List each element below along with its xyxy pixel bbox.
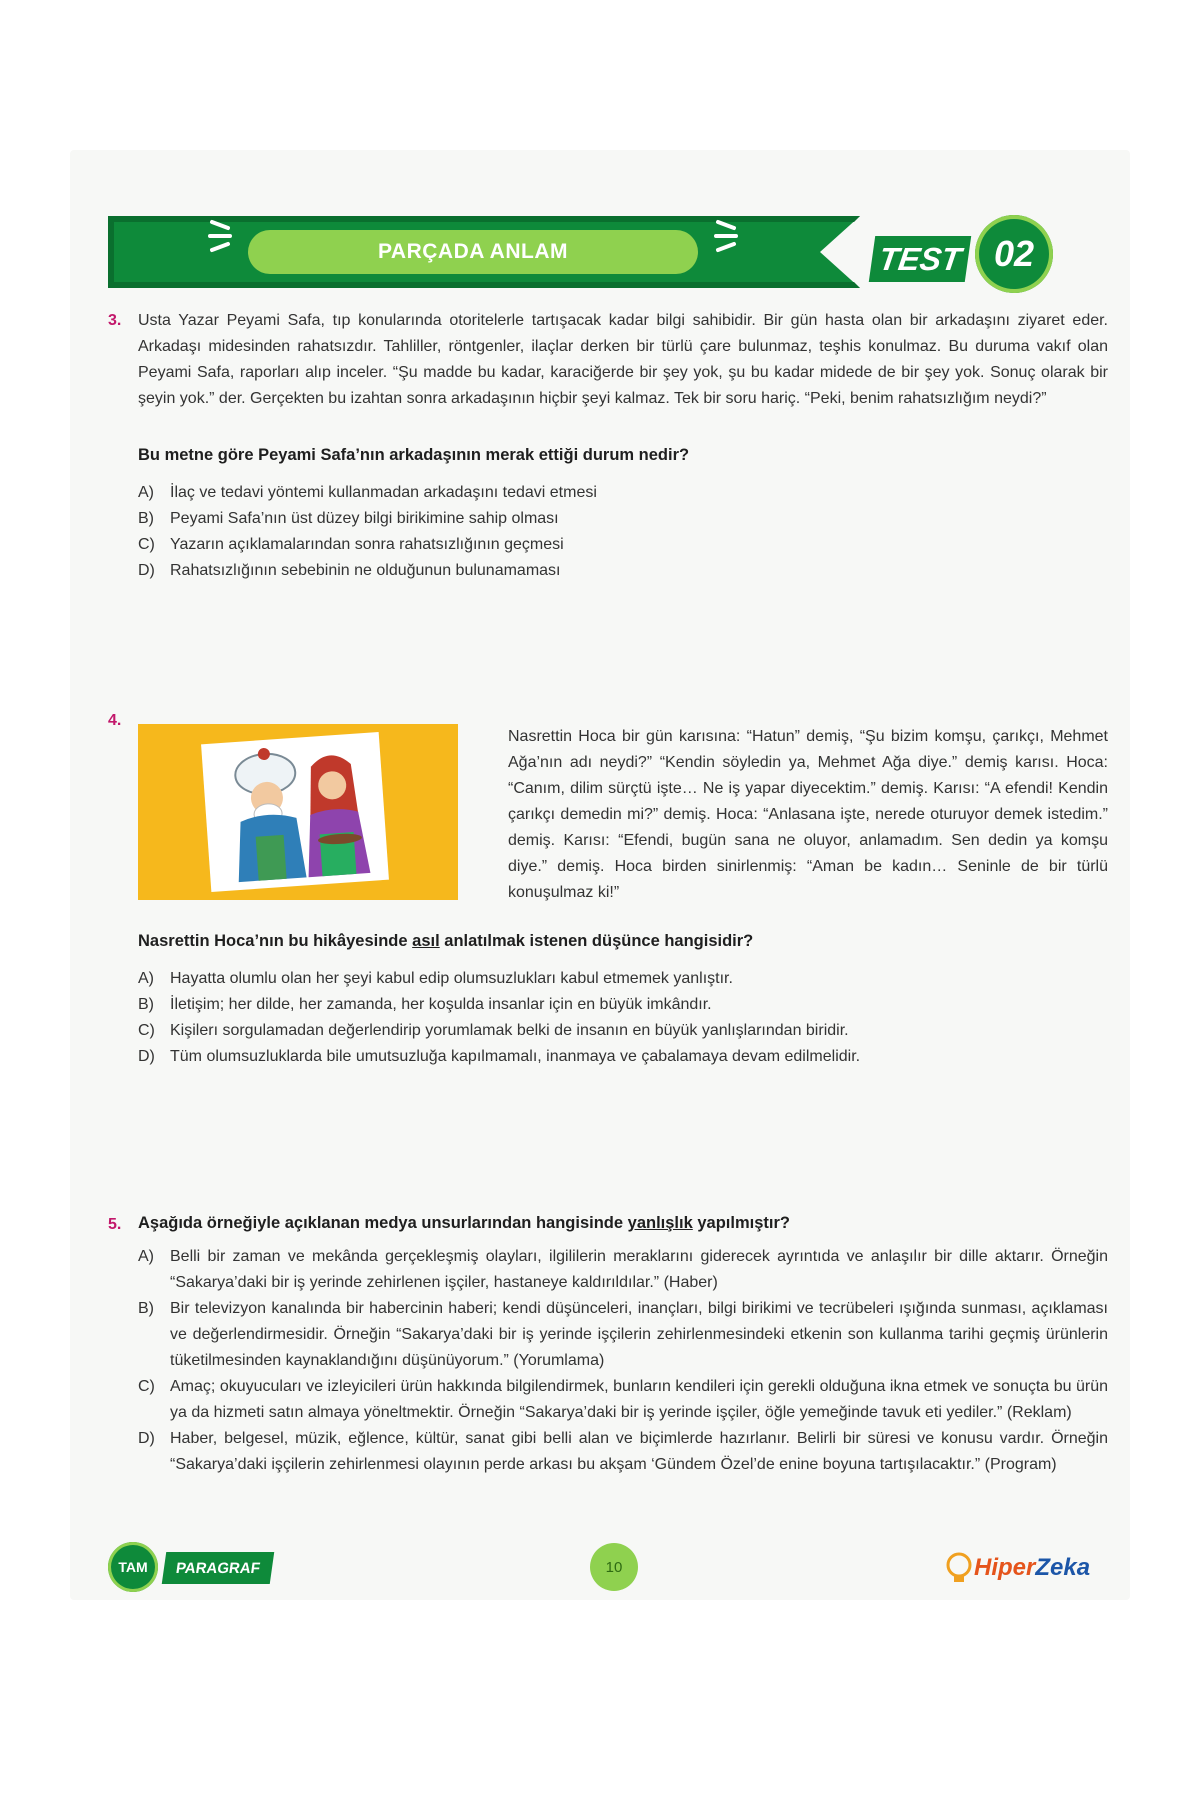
question-4-prompt [138, 932, 1108, 951]
prompt-part: anlatılmak istenen düşünce hangisidir? [439, 932, 754, 950]
option-text: Belli bir zaman ve mekânda gerçekleşmiş olayları, ilgililerin meraklarını giderecek ayrıntıda ve anlaşılır bir dille aktarır. Örneğin “Sakarya’daki bir iş yerinde zehirlenen işçiler, hastaneye kaldırıldılar.” (Haber) [170, 1248, 1108, 1291]
question-5-number: 5. [108, 1216, 122, 1233]
option-letter: A) [138, 484, 154, 501]
option-text: Hayatta olumlu olan her şeyi kabul edip olumsuzlukları kabul etmemek yanlıştır. [170, 970, 733, 987]
hodja-and-wife-cartoon-icon [201, 732, 389, 892]
option-letter: C) [138, 1378, 155, 1395]
option-text: İletişim; her dilde, her zamanda, her koşulda insanlar için en büyük imkândır. [170, 996, 712, 1013]
test-label: TEST [869, 236, 971, 282]
nasreddin-hodja-illustration [138, 724, 458, 900]
option-b[interactable] [138, 1296, 1108, 1374]
prompt-part: Nasrettin Hoca’nın bu hikâyesinde [138, 932, 413, 950]
option-letter: C) [138, 1022, 155, 1039]
question-4-paragraph [508, 724, 1108, 906]
question-4-text: Nasrettin Hoca bir gün karısına: “Hatun” demiş, “Şu bizim komşu, çarıkçı, Mehmet Ağa’nın adı neydi?” “Kendin söyledin ya, Mehmet Ağa diye.” demiş karısı. Hoca: “Canım, dilim sürçtü işte… Ne iş yapar diyecektim.” demiş. Karısı: “A efendi! Kendin çarıkçı demedin mi?” demiş. Hoca: “Anlasana işte, nerede oturuyor demek istedim.” demiş. Karısı: “Efendi, bugün sana ne oluyor, anlamadım. Sen dedin ya komşu diye.” demiş. Hoca birden sinirlenmiş: “Aman be kadın… Seninle de bir türlü konuşulmaz ki!” [508, 728, 1108, 901]
question-5-options [138, 1244, 1108, 1478]
section-header-band [108, 216, 860, 288]
test-number: 02 [993, 233, 1035, 274]
option-letter: C) [138, 536, 155, 553]
option-letter: B) [138, 1300, 154, 1317]
option-letter: D) [138, 1048, 155, 1065]
option-text: İlaç ve tedavi yöntemi kullanmadan arkadaşını tedavi etmesi [170, 484, 597, 501]
option-a[interactable] [138, 1244, 1108, 1296]
option-letter: D) [138, 1430, 155, 1447]
illustration-card [201, 732, 389, 892]
option-text: Yazarın açıklamalarından sonra rahatsızlığının geçmesi [170, 536, 564, 553]
footer-paragraf-label: PARAGRAF [162, 1552, 274, 1584]
question-3-prompt: Bu metne göre Peyami Safa’nın arkadaşının merak ettiği durum nedir? [138, 446, 690, 464]
brand-zeka: Zeka [1035, 1554, 1091, 1581]
question-3-text: Usta Yazar Peyami Safa, tıp konularında otoritelerle tartışacak kadar bilgi sahibidir. Bir gün hasta olan bir arkadaşını ziyaret eder. Arkadaşı midesinden rahatsızdır. Tahliller, röntgenler, ilaçlar derken bir türlü çare bulunmaz, teşhis konulmaz. Bu duruma vakıf olan Peyami Safa, raporları alıp inceler. “Şu madde bu kadar, karaciğerde bir şey yok, şu bu kadar midede de bir şey yok. Sonuç olarak bir şeyin yok.” der. Gerçekten bu izahtan sonra arkadaşının hiçbir şeyi kalmaz. Tek bir soru hariç. “Peki, benim rahatsızlığım neydi?” [138, 312, 1108, 407]
prompt-underlined: asıl [412, 932, 440, 950]
option-text: Kişilerı sorgulamadan değerlendirip yorumlamak belki de insanın en büyük yanlışlarından biridir. [170, 1022, 849, 1039]
option-a[interactable] [138, 480, 1108, 506]
brand-hiper: Hiper [974, 1554, 1036, 1581]
option-b[interactable] [138, 992, 1108, 1018]
option-letter: A) [138, 1248, 154, 1265]
option-b[interactable] [138, 506, 1108, 532]
page-number: 10 [590, 1543, 638, 1591]
option-a[interactable] [138, 966, 1108, 992]
prompt-part: yapılmıştır? [692, 1214, 790, 1232]
prompt-underlined: yanlışlık [627, 1214, 693, 1232]
option-text: Amaç; okuyucuları ve izleyicileri ürün hakkında bilgilendirmek, bunların kendileri için gerekli olduğuna ikna etmek ve sonuçta bu ürün ya da hizmeti satın almaya yöneltmektir. Örneğin “Sakarya’daki bir iş yerinde işçiler, öğle yemeğinde tavuk eti yediler.” (Reklam) [170, 1378, 1108, 1421]
option-d[interactable] [138, 1044, 1108, 1070]
option-letter: A) [138, 970, 154, 987]
option-c[interactable] [138, 532, 1108, 558]
prompt-part: Aşağıda örneğiyle açıklanan medya unsurlarından hangisinde [138, 1214, 628, 1232]
option-text: Rahatsızlığının sebebinin ne olduğunun bulunamaması [170, 562, 561, 579]
question-3-number: 3. [108, 312, 122, 329]
question-5-prompt [138, 1214, 1108, 1233]
option-text: Peyami Safa’nın üst düzey bilgi birikimine sahip olması [170, 510, 559, 527]
question-4-options [138, 966, 1108, 1070]
option-text: Bir televizyon kanalında bir habercinin haberi; kendi düşünceleri, inançları, bilgi birikimi ve tecrübeleri ışığında sunması, açıklaması ve değerlendirmesidir. Örneğin “Sakarya’daki bir iş yerinde işçilerin zehirlenmesindeki etkenin son kullanma tarihi geçmiş ürünlerin tüketilmesinden kaynaklandığını düşünüyorum.” (Yorumlama) [170, 1300, 1108, 1369]
question-4-number: 4. [108, 712, 122, 729]
option-letter: D) [138, 562, 155, 579]
hiperzeka-logo [944, 1548, 1090, 1588]
question-3-options [138, 480, 1108, 584]
section-title: PARÇADA ANLAM [248, 230, 698, 274]
left-chevron-decoration-icon [206, 216, 236, 256]
right-chevron-decoration-icon [710, 216, 740, 256]
option-text: Tüm olumsuzluklarda bile umutsuzluğa kapılmamalı, inanmaya ve çabalamaya devam edilmelidir. [170, 1048, 861, 1065]
option-d[interactable] [138, 1426, 1108, 1478]
option-d[interactable] [138, 558, 1108, 584]
option-text: Haber, belgesel, müzik, eğlence, kültür, sanat gibi belli alan ve biçimlerde hazırlanır. Belirli bir süresi ve konusu vardır. Örneğin “Sakarya’daki işçilerin zehirlenmesi olayının perde arkası bu akşam ‘Gündem Özel’de enine boyuna tartışılacaktır.” (Program) [170, 1430, 1108, 1473]
question-3-paragraph [138, 308, 1108, 412]
footer-tam-badge: TAM [108, 1542, 158, 1592]
hiperzeka-lightbulb-icon [944, 1551, 974, 1585]
option-letter: B) [138, 996, 154, 1013]
option-letter: B) [138, 510, 154, 527]
option-c[interactable] [138, 1018, 1108, 1044]
option-c[interactable] [138, 1374, 1108, 1426]
